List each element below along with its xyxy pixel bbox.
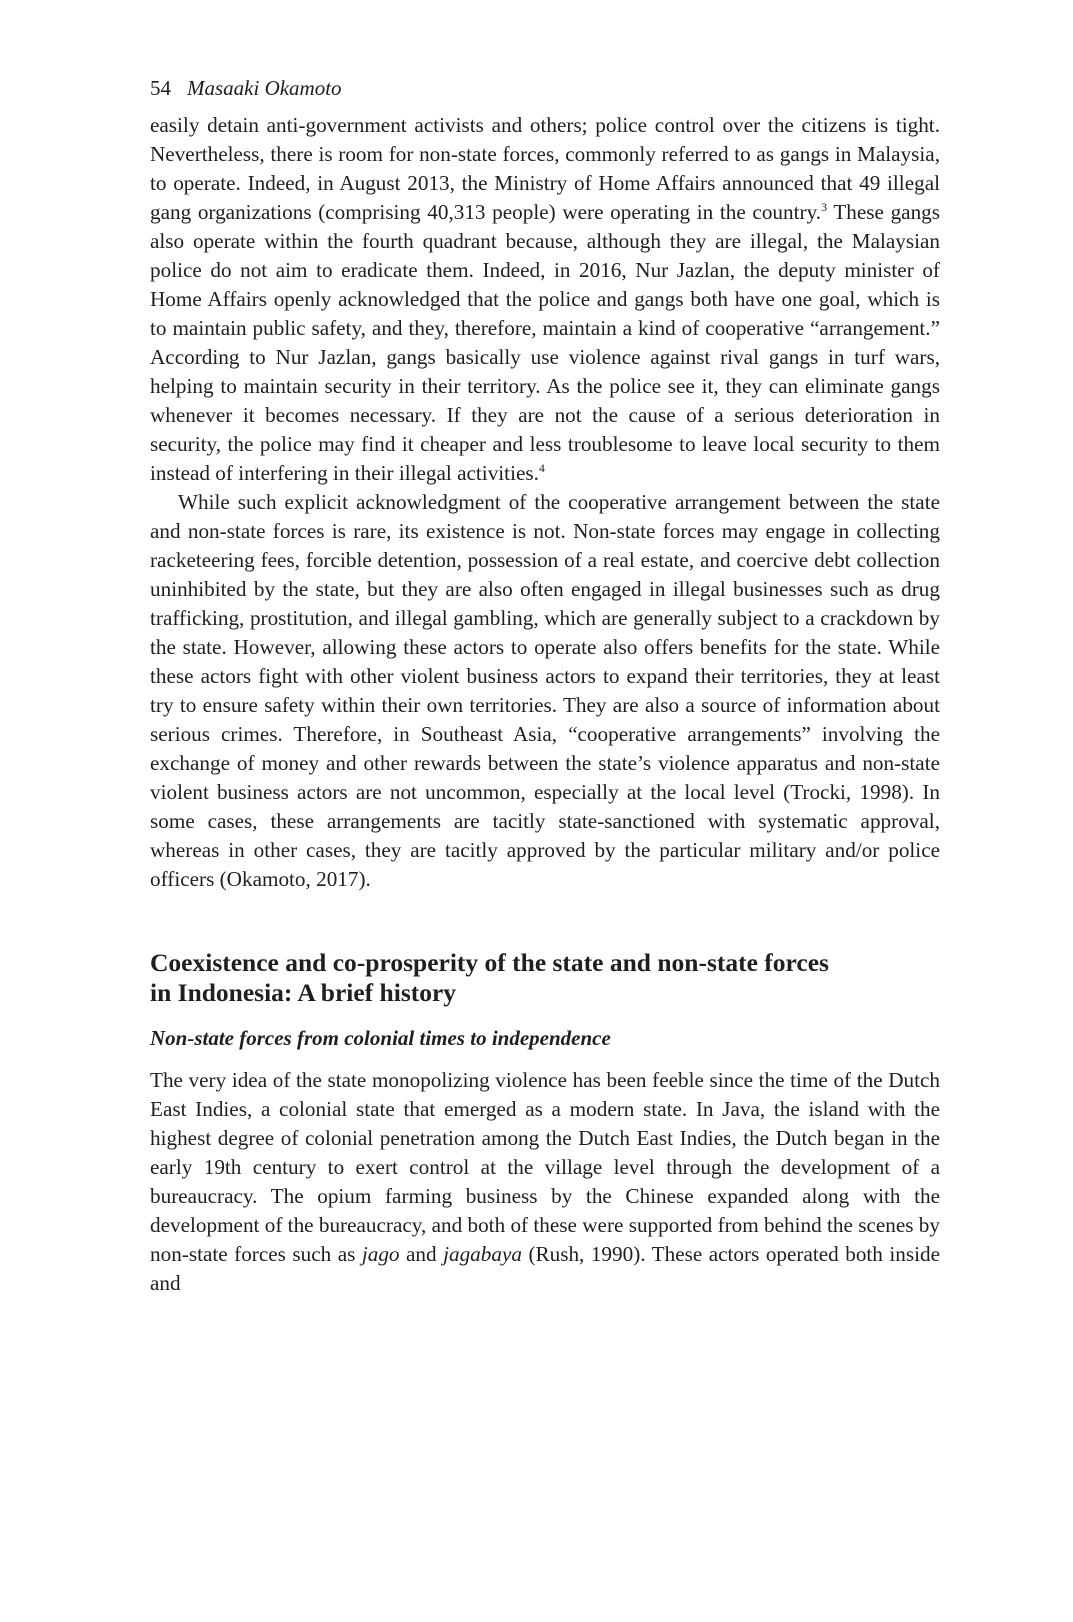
book-page [150,74,940,1298]
paragraph-3 [150,1066,940,1298]
term-jago: jago [361,1242,400,1266]
paragraph-3-text-c: (Rush, 1990). These actors operated both inside and [150,1242,940,1295]
term-jagabaya: jagabaya [443,1242,522,1266]
paragraph-1 [150,111,940,488]
paragraph-1-text-a: easily detain anti-government activists and others; police control over the citizens is tight. Nevertheless, there is room for non-state forces, commonly referred to as gangs in Malaysia, to operate. Indeed, in August 2013, the Ministry of Home Affairs announced that 49 illegal gang organizations (comprising 40,313 people) were operating in the country. [150,113,940,224]
footnote-marker-4[interactable]: 4 [538,461,545,475]
paragraph-2: While such explicit acknowledgment of the cooperative arrangement between the state and non-state forces is rare, its existence is not. Non-state forces may engage in collecting racketeering fees, forcible detention, possession of a real estate, and coercive debt collection uninhibited by the state, but they are also often engaged in illegal businesses such as drug trafficking, prostitution, and illegal gambling, which are generally subject to a crackdown by the state. However, allowing these actors to operate also offers benefits for the state. While these actors fight with other violent business actors to expand their territories, they at least try to ensure safety within their own territories. They are also a source of information about serious crimes. Therefore, in Southeast Asia, “cooperative arrangements” involving the exchange of money and other rewards between the state’s violence apparatus and non-state violent business actors are not uncommon, especially at the local level (Trocki, 1998). In some cases, these arrangements are tacitly state-sanctioned with systematic approval, whereas in other cases, they are tacitly approved by the particular military and/or police officers (Okamoto, 2017). [150,490,940,891]
footnote-marker-3[interactable]: 3 [821,200,828,214]
paragraph-3-text-a: The very idea of the state monopolizing violence has been feeble since the time of the Dutch East Indies, a colonial state that emerged as a modern state. In Java, the island with the highest degree of colonial penetration among the Dutch East Indies, the Dutch began in the early 19th century to exert control at the village level through the development of a bureaucracy. The opium farming business by the Chinese expanded along with the development of the bureaucracy, and both of these were supported from behind the scenes by non-state forces such as [150,1068,940,1266]
paragraph-3-text-b: and [399,1242,444,1266]
paragraph-1-text-b: These gangs also operate within the fourth quadrant because, although they are illegal, the Malaysian police do not aim to eradicate them. Indeed, in 2016, Nur Jazlan, the deputy minister of Home Affairs openly acknowledged that the police and gangs both have one goal, which is to maintain public safety, and they, therefore, maintain a kind of cooperative “arrangement.” According to Nur Jazlan, gangs basically use violence against rival gangs in turf wars, helping to maintain security in their territory. As the police see it, they can eliminate gangs whenever it becomes necessary. If they are not the cause of a serious deterioration in security, the police may find it cheaper and less troublesome to leave local security to them instead of interfering in their illegal activities. [150,200,940,485]
section-heading: Coexistence and co-prosperity of the state and non-state forces in Indonesia: A brief history [150,948,829,1007]
running-head-author: Masaaki Okamoto [187,76,342,100]
page-number: 54 [150,76,171,100]
running-head [150,74,940,102]
subsection-heading: Non-state forces from colonial times to independence [150,1026,611,1050]
